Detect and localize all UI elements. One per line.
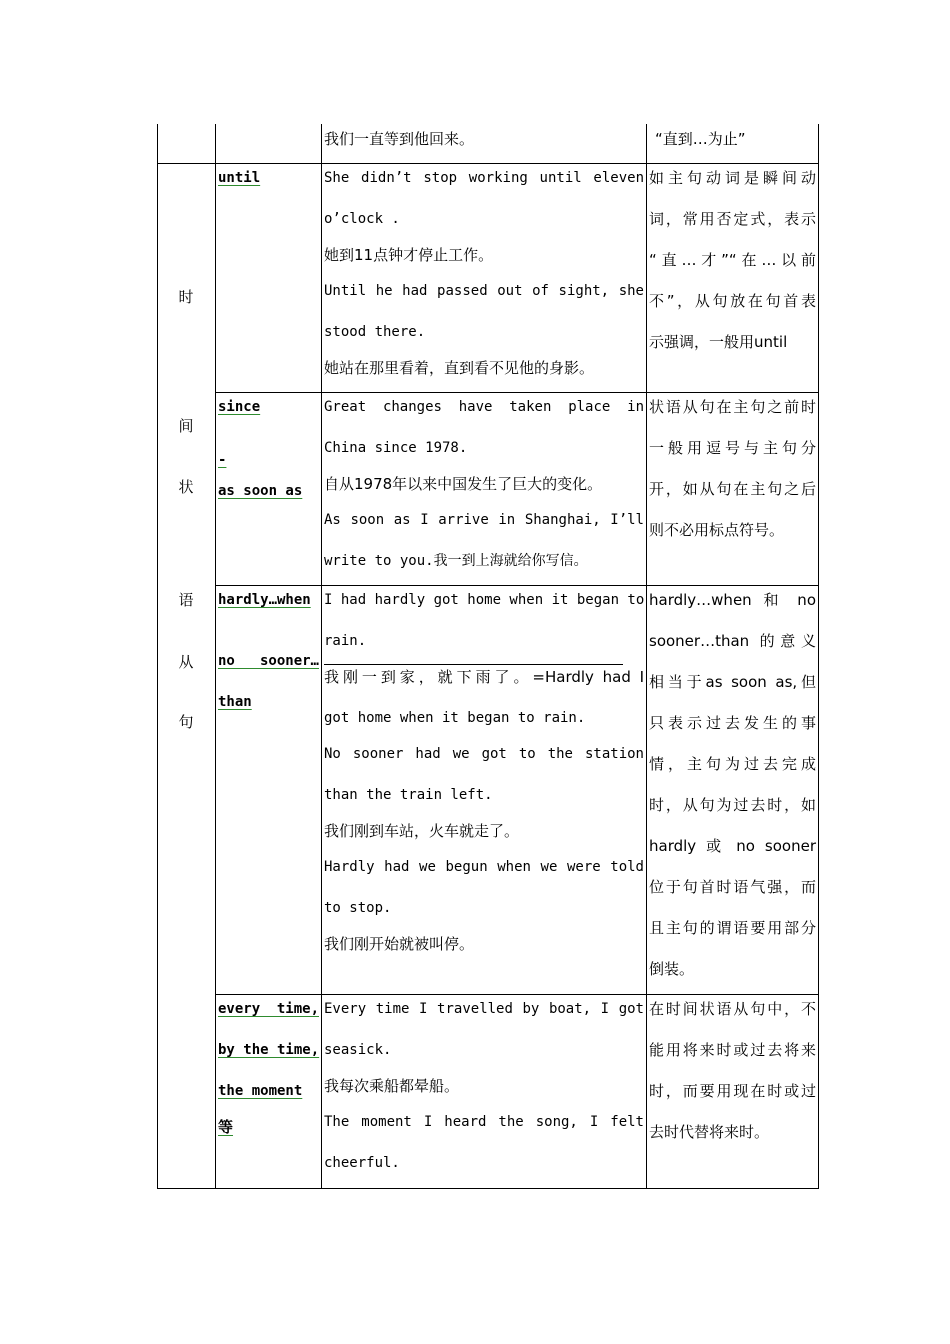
row-divider [215,585,819,586]
keyword: 等 [218,1118,234,1136]
note-cell [647,395,818,559]
first-row-example: 我们一直等到他回来。 [324,130,475,148]
example-line: 我们刚到车站，火车就走了。 [324,822,520,840]
keyword: - [218,452,227,468]
note-line: 只表示过去发生的事 [649,714,816,732]
example-cell [322,166,646,392]
note-line: 去时代替将来时。 [649,1123,770,1141]
keyword: hardly…when [218,592,311,608]
example-line: 我们刚开始就被叫停。 [324,935,475,953]
example-line: 我每次乘船都晕船。 [324,1077,460,1095]
keyword: as soon as [218,483,303,499]
keyword: until [218,170,261,186]
category-char: 从 [178,653,194,671]
note-cell [647,997,818,1161]
example-line: No sooner had we got to the station [324,746,644,762]
note-line: “直…才”“在…以前 [649,251,816,269]
note-line: 位于句首时语气强，而 [649,878,816,896]
keyword-cell [216,588,321,731]
keyword: the moment [218,1083,303,1099]
note-line: 且主句的谓语要用部分 [649,919,816,937]
example-cell [322,588,646,968]
category-char: 状 [178,478,194,496]
example-line: stood there. [324,324,426,340]
category-char: 间 [178,417,194,435]
row-divider [215,392,819,393]
keyword: by the time, [218,1042,320,1058]
example-line: o’clock . [324,211,400,227]
keyword: every time, [218,1001,319,1017]
grammar-table [157,124,819,1189]
note-line: 一般用逗号与主句分 [649,439,816,457]
example-line: got home when it began to rain. [324,710,586,726]
keyword-cell [216,395,321,520]
category-char: 时 [178,288,194,306]
example-line: 她到11点钟才停止工作。 [324,246,494,264]
example-line: I had hardly got home when it began to [324,592,645,608]
first-row-note: “直到…为止” [655,130,746,148]
note-line: 时，从句为过去时，如 [649,796,816,814]
example-line: 自从1978年以来中国发生了巨大的变化。 [324,475,603,493]
note-line: 词，常用否定式，表示 [649,210,816,228]
note-line: 情，主句为过去完成 [649,755,816,773]
example-line: China since 1978. [324,440,468,456]
table-border-right [818,124,819,1189]
example-line: She didn’t stop working until eleven [324,170,644,186]
example-cell [322,395,646,585]
example-line: Great changes have taken place in [324,399,644,415]
note-line: 倒装。 [649,960,695,978]
example-line: to stop. [324,900,392,916]
note-line: 不”，从句放在句首表 [649,292,816,310]
note-line: hardly…when 和 no [649,591,816,609]
note-line: sooner…than 的意义 [649,632,816,650]
row-divider [157,163,819,164]
note-line: hardly 或 no sooner [649,837,816,855]
example-line: seasick. [324,1042,392,1058]
example-line: Every time I travelled by boat, I got [324,1001,644,1017]
example-cell [322,997,646,1187]
note-line: 如主句动词是瞬间动 [649,169,816,187]
example-line: Hardly had we begun when we were told [324,859,644,875]
note-cell [647,166,818,371]
category-char: 句 [178,713,194,731]
example-line: cheerful. [324,1155,400,1171]
note-cell [647,588,818,998]
example-line: 我刚一到家，就下雨了。=Hardly had I [324,668,644,686]
example-line: Until he had passed out of sight, she [324,283,644,299]
example-line: 她站在那里看着，直到看不见他的身影。 [324,359,595,377]
note-line: 开，如从句在主句之后 [649,480,816,498]
note-line: 相当于as soon as,但 [649,673,816,691]
keyword: than [218,694,252,710]
keyword: since [218,399,261,415]
table-border-bottom [157,1188,819,1189]
example-line: than the train left. [324,787,493,803]
keyword-cell [216,166,321,207]
note-line: 在时间状语从句中，不 [649,1000,816,1018]
example-line: As soon as I arrive in Shanghai, I’ll [324,512,644,528]
note-line: 状语从句在主句之前时 [649,398,816,416]
keyword-cell [216,997,321,1156]
note-line: 时，而要用现在时或过 [649,1082,816,1100]
example-line: The moment I heard the song, I felt [324,1114,644,1130]
note-line: 示强调，一般用until [649,333,788,351]
example-line: rain. [324,633,367,649]
example-line: write to you.我一到上海就给你写信。 [324,553,588,569]
keyword: no sooner… [218,653,319,669]
category-char: 语 [178,591,194,609]
note-line: 能用将来时或过去将来 [649,1041,816,1059]
note-line: 则不必用标点符号。 [649,521,785,539]
